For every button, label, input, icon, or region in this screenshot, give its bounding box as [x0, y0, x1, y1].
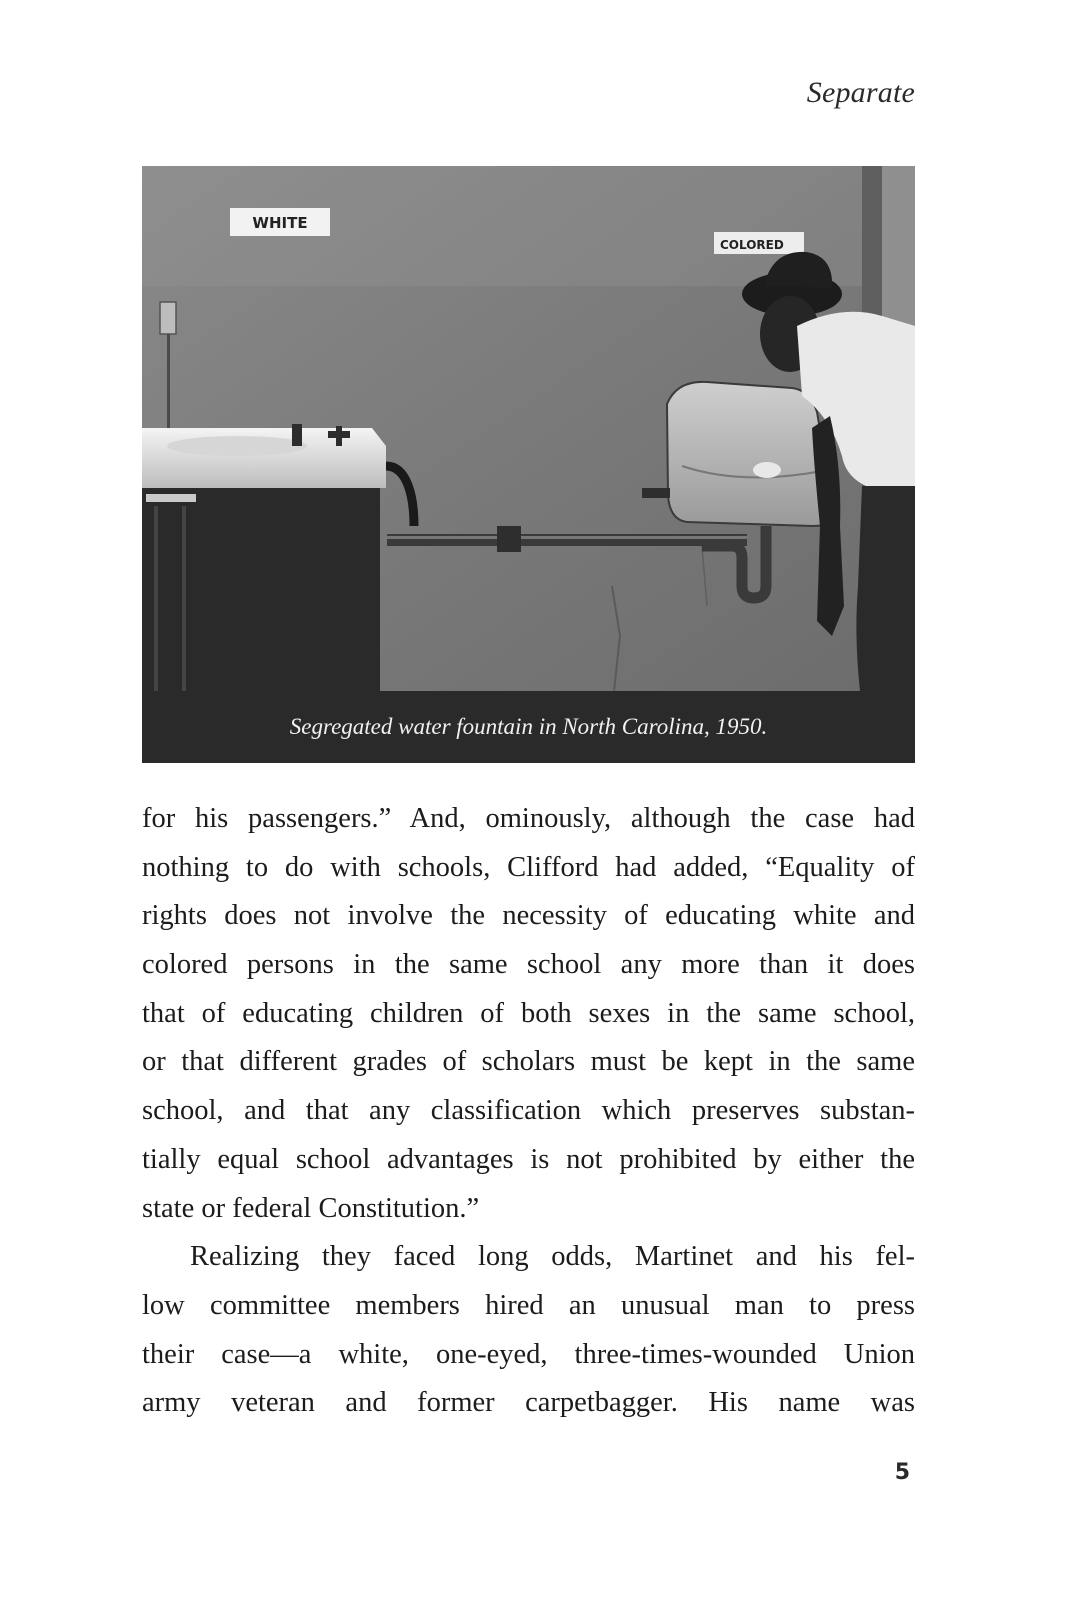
text-line: low committee members hired an unusual man to press	[142, 1289, 915, 1321]
body-text	[142, 795, 915, 1428]
text-line: tially equal school advantages is not prohibited by either the	[142, 1143, 915, 1175]
text-line: state or federal Constitution.”	[142, 1192, 480, 1224]
text-line: school, and that any classification which preserves substan-	[142, 1095, 915, 1127]
figure	[142, 166, 915, 763]
text-line: nothing to do with schools, Clifford had added, “Equality of	[142, 851, 915, 883]
paragraph-start-line: Realizing they faced long odds, Martinet and his fel-	[190, 1241, 915, 1273]
text-line: rights does not involve the necessity of educating white and	[142, 900, 915, 932]
text-line: colored persons in the same school any more than it does	[142, 949, 915, 981]
colored-fountain	[642, 382, 835, 526]
text-line: army veteran and former carpetbagger. His name was	[142, 1387, 915, 1419]
white-fountain	[142, 424, 414, 691]
text-line: that of educating children of both sexes in the same school,	[142, 997, 915, 1029]
text-line: for his passengers.” And, ominously, although the case had	[142, 803, 915, 834]
text-line: or that different grades of scholars must be kept in the same	[142, 1046, 915, 1078]
figure-caption: Segregated water fountain in North Carolina, 1950.	[289, 714, 768, 739]
white-sign	[230, 208, 330, 236]
page-number: 5	[894, 1460, 910, 1485]
text-line: their case—a white, one-eyed, three-times-wounded Union	[142, 1338, 915, 1370]
running-head: Separate	[806, 76, 915, 109]
photograph	[142, 166, 915, 691]
colored-sign	[714, 232, 804, 254]
colored-sign-label: COLORED	[720, 238, 784, 252]
white-sign-label: WHITE	[252, 214, 308, 232]
